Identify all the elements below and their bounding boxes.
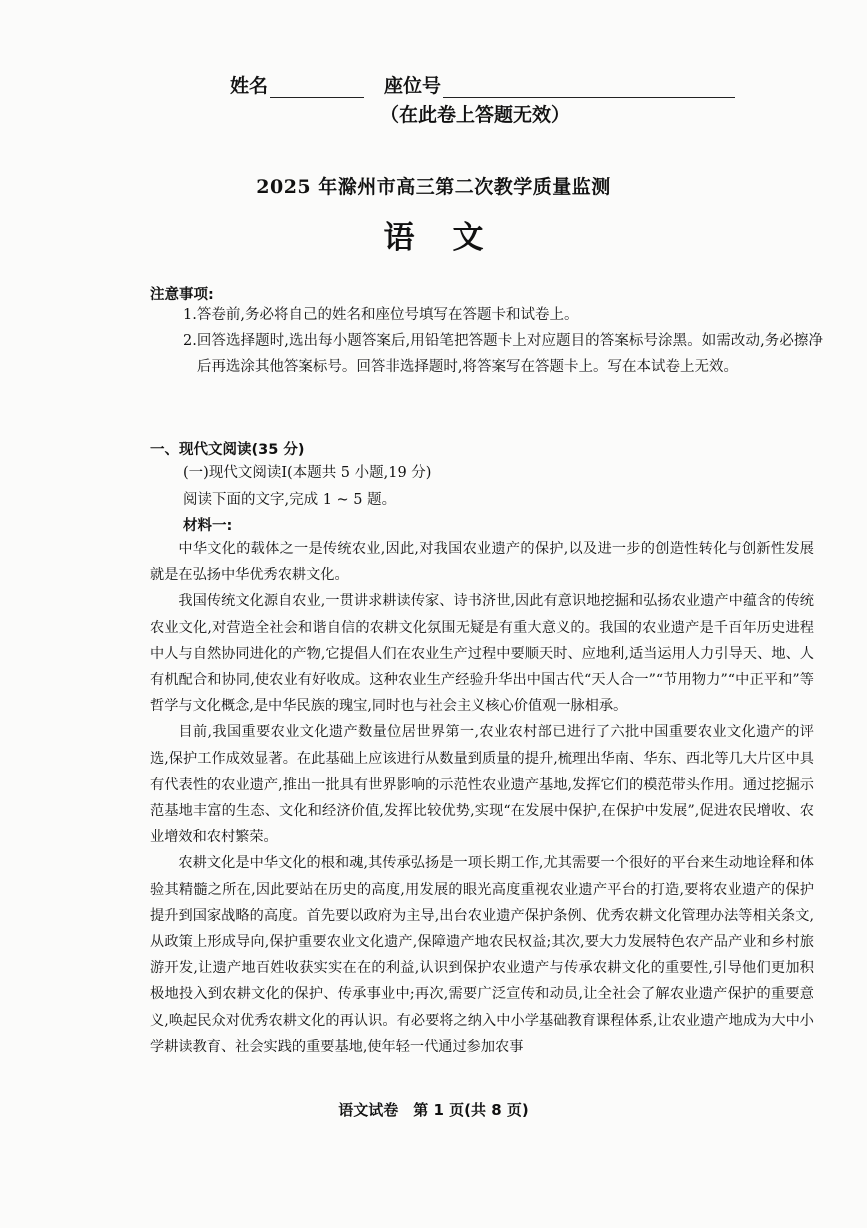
passage-paragraph: 目前,我国重要农业文化遗产数量位居世界第一,农业农村部已进行了六批中国重要农业文化遗产的评选,保护工作成效显著。在此基础上应该进行从数量到质量的提升,梳理出华南、华东、西北等几大片区中具有代表性的农业遗产,推出一批具有世界影响的示范性农业遗产基地,发挥它们的模范带头作用。通过挖掘示范基地丰富的生态、文化和经济价值,发挥比较优势,实现“在发展中保护,在保护中发展”,促进农民增收、农业增效和农村繁荣。: [150, 724, 814, 846]
subject-title: 语文: [383, 220, 522, 256]
seat-label: 座位号: [384, 75, 442, 97]
notice-heading: 注意事项:: [150, 287, 214, 303]
passage-paragraph: 农耕文化是中华文化的根和魂,其传承弘扬是一项长期工作,尤其需要一个很好的平台来生动地诠释和体验其精髓之所在,因此要站在历史的高度,用发展的眼光高度重视农业遗产平台的打造,要将农业遗产的保护提升到国家战略的高度。首先要以政府为主导,出台农业遗产保护条例、优秀农耕文化管理办法等相关条文,从政策上形成导向,保护重要农业文化遗产,保障遗产地农民权益;其次,要大力发展特色农产品产业和乡村旅游开发,让遗产地百姓收获实实在在的利益,认识到保护农业遗产与传承农耕文化的重要性,引导他们更加积极地投入到农耕文化的保护、传承事业中;再次,需要广泛宣传和动员,让全社会了解农业遗产保护的重要意义,唤起民众对优秀农耕文化的再认识。有必要将之纳入中小学基础教育课程体系,让农业遗产地成为大中小学耕读教育、社会实践的重要基地,使年轻一代通过参加农事: [150, 855, 814, 1055]
reading-instruction: 阅读下面的文字,完成 1 ~ 5 题。: [183, 492, 397, 508]
passage-paragraph: 我国传统文化源自农业,一贯讲求耕读传家、诗书济世,因此有意识地挖掘和弘扬农业遗产中蕴含的传统农业文化,对营造全社会和谐自信的农耕文化氛围无疑是有重大意义的。我国的农业遗产是千百年历史进程中人与自然协同进化的产物,它提倡人们在农业生产过程中要顺天时、应地利,适当运用人力引导天、地、人有机配合和协同,使农业有好收成。这种农业生产经验升华出中国古代“天人合一”“节用物力”“中正平和”等哲学与文化概念,是中华民族的瑰宝,同时也与社会主义核心价值观一脉相承。: [150, 593, 814, 715]
section-heading: 一、现代文阅读(35 分): [150, 442, 305, 458]
name-blank-line: [270, 79, 364, 98]
notice-item: [183, 328, 823, 380]
name-label: 姓名: [230, 75, 269, 97]
notice-list: [183, 302, 823, 380]
subsection-heading: (一)现代文阅读Ⅰ(本题共 5 小题,19 分): [183, 465, 432, 481]
notice-item: [183, 302, 823, 328]
candidate-info-row: [230, 70, 750, 98]
material-label: 材料一:: [183, 518, 233, 534]
notice-item-number: 1.: [183, 307, 197, 323]
page-footer: 语文试卷 第 1 页(共 8 页): [338, 1101, 529, 1119]
exam-title: 2025 年滁州市高三第二次教学质量监测: [256, 176, 611, 198]
seat-blank-line: [443, 79, 735, 98]
reading-passage: [150, 536, 814, 1060]
invalid-answer-note: （在此卷上答题无效）: [380, 104, 571, 126]
notice-item-number: 2.: [183, 333, 197, 349]
passage-paragraph: 中华文化的载体之一是传统农业,因此,对我国农业遗产的保护,以及进一步的创造性转化与创新性发展就是在弘扬中华优秀农耕文化。: [150, 541, 814, 584]
notice-item-text: 答卷前,务必将自己的姓名和座位号填写在答题卡和试卷上。: [196, 307, 579, 323]
notice-item-text: 回答选择题时,选出每小题答案后,用铅笔把答题卡上对应题目的答案标号涂黑。如需改动,务必擦净后再选涂其他答案标号。回答非选择题时,将答案写在答题卡上。写在本试卷上无效。: [196, 333, 823, 375]
